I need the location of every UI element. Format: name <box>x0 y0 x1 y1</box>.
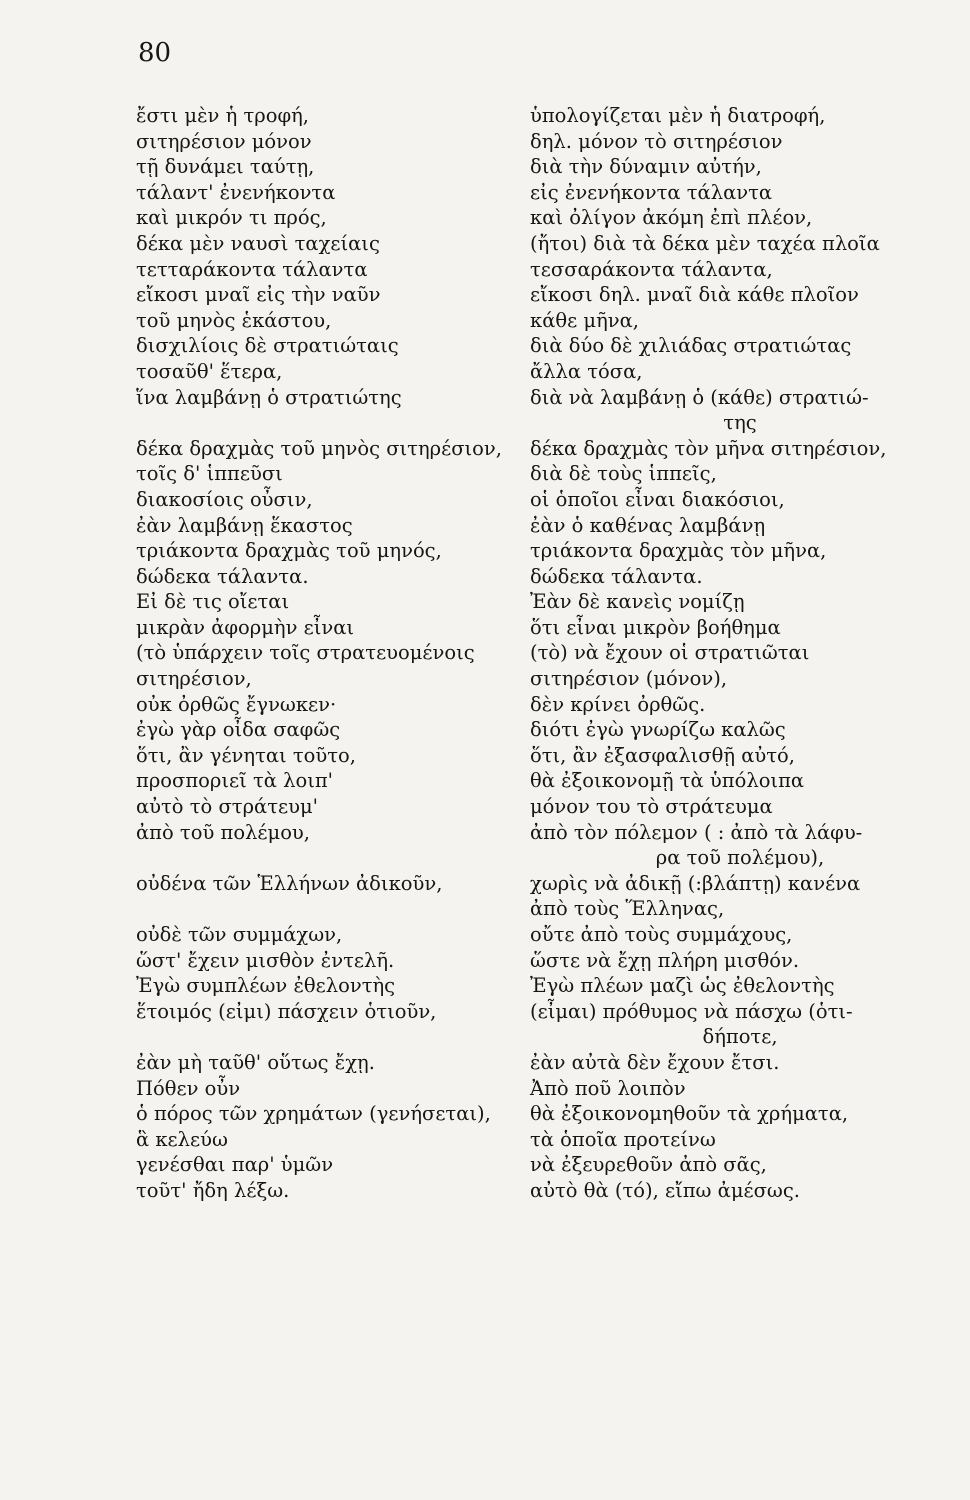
translation-line: ὅτι, ἂν ἐξασφαλισθῇ αὐτό, <box>530 743 795 767</box>
original-text-line: σιτηρέσιον μόνον <box>136 129 312 153</box>
translation-line: οἱ ὁποῖοι εἶναι διακόσιοι, <box>530 487 785 511</box>
translation-line: Ἐὰν δὲ κανεὶς νομίζῃ <box>530 590 745 614</box>
original-text-line <box>136 896 536 922</box>
translation-line: χωρὶς νὰ ἀδικῇ (:βλάπτῃ) κανένα <box>530 871 861 895</box>
translation-line: (εἶμαι) πρόθυμος νὰ πάσχω (ὁτι- <box>530 999 853 1023</box>
original-text-line: προσποριεῖ τὰ λοιπ' <box>136 769 334 793</box>
original-text-line: τῇ δυνάμει ταύτῃ, <box>136 155 315 179</box>
original-text-line: ὁ πόρος τῶν χρημάτων (γενήσεται), <box>136 1102 491 1126</box>
translation-line: εἴκοσι δηλ. μναῖ διὰ κάθε πλοῖον <box>530 283 859 307</box>
original-text-line: δώδεκα τάλαντα. <box>136 564 309 588</box>
translation-line: διότι ἐγὼ γνωρίζω καλῶς <box>530 718 786 742</box>
translation-line: καὶ ὀλίγον ἀκόμη ἐπὶ πλέον, <box>530 206 813 230</box>
original-text-line: ἐὰν λαμβάνῃ ἕκαστος <box>136 513 353 537</box>
translation-line: διὰ τὴν δύναμιν αὐτήν, <box>530 155 762 179</box>
translation-line: ὥστε νὰ ἔχῃ πλήρη μισθόν. <box>530 948 800 972</box>
original-text-line: (τὸ ὑπάρχειν τοῖς στρατευομένοις <box>136 641 475 665</box>
original-text-line: δέκα μὲν ναυσὶ ταχείαις <box>136 231 380 255</box>
original-text-line: τοῖς δ' ἱππεῦσι <box>136 462 283 486</box>
original-text-line <box>136 410 536 436</box>
translation-line: ὅτι εἶναι μικρὸν βοήθημα <box>530 615 781 639</box>
original-text-line: ὅτι, ἂν γένηται τοῦτο, <box>136 743 356 767</box>
original-text-line: ὥστ' ἔχειν μισθὸν ἐντελῆ. <box>136 948 395 972</box>
page-number: 80 <box>138 38 172 68</box>
translation-line: ἀπὸ τοὺς Ἕλληνας, <box>530 897 725 921</box>
original-text-line <box>136 1024 536 1050</box>
original-text-line: διακοσίοις οὖσιν, <box>136 487 313 511</box>
translation-line: ἄλλα τόσα, <box>530 359 643 383</box>
original-text-line: ἃ κελεύω <box>136 1127 228 1151</box>
original-text-line: ἐγὼ γὰρ οἶδα σαφῶς <box>136 718 341 742</box>
translation-line: οὔτε ἀπὸ τοὺς συμμάχους, <box>530 923 793 946</box>
translation-line: δέκα δραχμὰς τὸν μῆνα σιτηρέσιον, <box>530 436 887 460</box>
original-text-line: τοῦτ' ἤδη λέξω. <box>136 1178 290 1202</box>
translation-line: διὰ δύο δὲ χιλιάδας στρατιώτας <box>530 334 852 358</box>
original-text-line: δισχιλίοις δὲ στρατιώταις <box>136 334 399 358</box>
translation-line: ἐὰν αὐτὰ δὲν ἔχουν ἔτσι. <box>530 1050 780 1074</box>
translation-line: ἀπὸ τὸν πόλεμον ( : ἀπὸ τὰ λάφυ- <box>530 820 863 844</box>
translation-line: διὰ δὲ τοὺς ἱππεῖς, <box>530 462 717 486</box>
original-text-line <box>136 845 536 871</box>
translation-line: νὰ ἐξευρεθοῦν ἀπὸ σᾶς, <box>530 1153 767 1177</box>
translation-line: δηλ. μόνον τὸ σιτηρέσιον <box>530 129 783 153</box>
translation-line: αὐτὸ θὰ (τό), εἴπω ἀμέσως. <box>530 1178 800 1202</box>
original-text-line: εἴκοσι μναῖ εἰς τὴν ναῦν <box>136 283 381 307</box>
original-text-line: δέκα δραχμὰς τοῦ μηνὸς σιτηρέσιον, <box>136 436 502 460</box>
translation-line: θὰ ἐξοικονομηθοῦν τὰ χρήματα, <box>530 1102 849 1126</box>
original-text-line: τοσαῦθ' ἕτερα, <box>136 359 283 383</box>
translation-line: μόνον του τὸ στράτευμα <box>530 795 773 819</box>
translation-line: δώδεκα τάλαντα. <box>530 564 703 588</box>
original-text-line: οὐδὲ τῶν συμμάχων, <box>136 923 343 946</box>
translation-line: σιτηρέσιον (μόνον), <box>530 667 728 691</box>
translation-line: (ἤτοι) διὰ τὰ δέκα μὲν ταχέα πλοῖα <box>530 231 880 255</box>
original-text-line: ἐὰν μὴ ταῦθ' οὕτως ἔχῃ. <box>136 1050 375 1074</box>
original-text-line: σιτηρέσιον, <box>136 667 252 691</box>
ancient-greek-text-column <box>136 103 536 1204</box>
original-text-line: ἵνα λαμβάνῃ ὁ στρατιώτης <box>136 385 402 409</box>
original-text-line: γενέσθαι παρ' ὑμῶν <box>136 1153 334 1177</box>
modern-greek-translation-column <box>530 103 950 1204</box>
original-text-line: μικρὰν ἀφορμὴν εἶναι <box>136 615 355 639</box>
translation-line: (τὸ) νὰ ἔχουν οἱ στρατιῶται <box>530 641 810 665</box>
original-text-line: οὐκ ὀρθῶς ἔγνωκεν· <box>136 692 337 716</box>
original-text-line: τετταράκοντα τάλαντα <box>136 257 368 281</box>
translation-line: τὰ ὁποῖα προτείνω <box>530 1127 716 1151</box>
translation-line: θὰ ἐξοικονομῇ τὰ ὑπόλοιπα <box>530 769 805 793</box>
original-text-line: αὐτὸ τὸ στράτευμ' <box>136 795 318 819</box>
original-text-line: τριάκοντα δραχμὰς τοῦ μηνός, <box>136 539 442 563</box>
original-text-line: ἔστι μὲν ἡ τροφή, <box>136 104 310 127</box>
original-text-line: καὶ μικρόν τι πρός, <box>136 206 327 230</box>
translation-line: δήποτε, <box>702 1025 778 1049</box>
original-text-line: ἕτοιμός (εἰμι) πάσχειν ὁτιοῦν, <box>136 999 437 1023</box>
translation-line: της <box>723 411 757 435</box>
translation-line: διὰ νὰ λαμβάνῃ ὁ (κάθε) στρατιώ- <box>530 385 869 409</box>
translation-line: εἰς ἐνενήκοντα τάλαντα <box>530 180 773 204</box>
translation-line: τεσσαράκοντα τάλαντα, <box>530 257 773 281</box>
original-text-line: Εἰ δὲ τις οἴεται <box>136 590 290 614</box>
translation-line: Ἀπὸ ποῦ λοιπὸν <box>530 1076 686 1100</box>
original-text-line: τάλαντ' ἐνενήκοντα <box>136 180 336 204</box>
original-text-line: τοῦ μηνὸς ἑκάστου, <box>136 308 332 332</box>
original-text-line: Ἐγὼ συμπλέων ἐθελοντὴς <box>136 974 396 998</box>
translation-line: ρα τοῦ πολέμου), <box>655 846 825 870</box>
original-text-line: Πόθεν οὖν <box>136 1076 241 1100</box>
translation-line: κάθε μῆνα, <box>530 308 639 332</box>
translation-line: δὲν κρίνει ὀρθῶς. <box>530 692 706 716</box>
original-text-line: ἀπὸ τοῦ πολέμου, <box>136 820 310 844</box>
translation-line: Ἐγὼ πλέων μαζὶ ὡς ἐθελοντὴς <box>530 974 835 998</box>
translation-line: ἐὰν ὁ καθένας λαμβάνῃ <box>530 513 766 537</box>
translation-line: τριάκοντα δραχμὰς τὸν μῆνα, <box>530 539 827 563</box>
translation-line: ὑπολογίζεται μὲν ἡ διατροφή, <box>530 104 826 127</box>
original-text-line: οὐδένα τῶν Ἑλλήνων ἀδικοῦν, <box>136 871 443 895</box>
